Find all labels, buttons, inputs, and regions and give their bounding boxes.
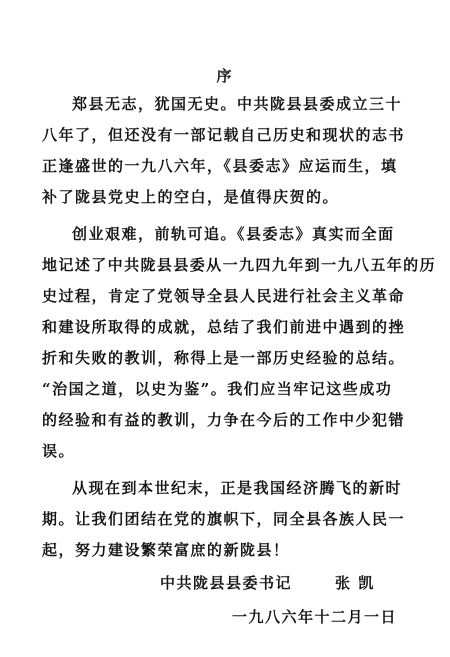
- paragraph-line: 误。: [42, 442, 76, 460]
- paragraph-line: 折和失败的教训，称得上是一部历史经验的总结。: [42, 349, 406, 367]
- paragraph-line: 八年了，但还没有一部记载自己历史和现状的志书: [42, 126, 406, 144]
- paragraph-line: 地记述了中共陇县县委从一九四九年到一九八五年的历: [42, 256, 437, 274]
- paragraph-line: 从现在到本世纪末，正是我国经济腾飞的新时: [72, 479, 403, 497]
- paragraph-line: 史过程，肯定了党领导全县人民进行社会主义革命: [42, 287, 406, 305]
- paragraph-line: 创业艰难，前轨可追。《县委志》真实而全面: [72, 225, 395, 243]
- paragraph-line: 郑县无志，犹国无史。中共陇县县委成立三十: [72, 95, 403, 113]
- signature-position: 中共陇县县委书记: [160, 574, 293, 592]
- signature-date: 一九八六年十二月一日: [232, 608, 398, 626]
- paragraph-line: “治国之道，以史为鉴”。我们应当牢记这些成功: [42, 380, 393, 398]
- paragraph-line: 的经验和有益的教训，力争在今后的工作中少犯错: [42, 411, 406, 429]
- paragraph-line: 补了陇县党史上的空白，是值得庆贺的。: [42, 188, 340, 206]
- signature-name: 张 凯: [335, 574, 375, 592]
- paragraph-line: 期。让我们团结在党的旗帜下，同全县各族人民一: [42, 510, 406, 528]
- paragraph-line: 正逢盛世的一九八六年，《县委志》应运而生，填: [42, 157, 398, 175]
- paragraph-line: 和建设所取得的成就，总结了我们前进中遇到的挫: [42, 318, 406, 336]
- preface-title: 序: [216, 67, 234, 85]
- paragraph-line: 起，努力建设繁荣富庶的新陇县！: [42, 541, 290, 559]
